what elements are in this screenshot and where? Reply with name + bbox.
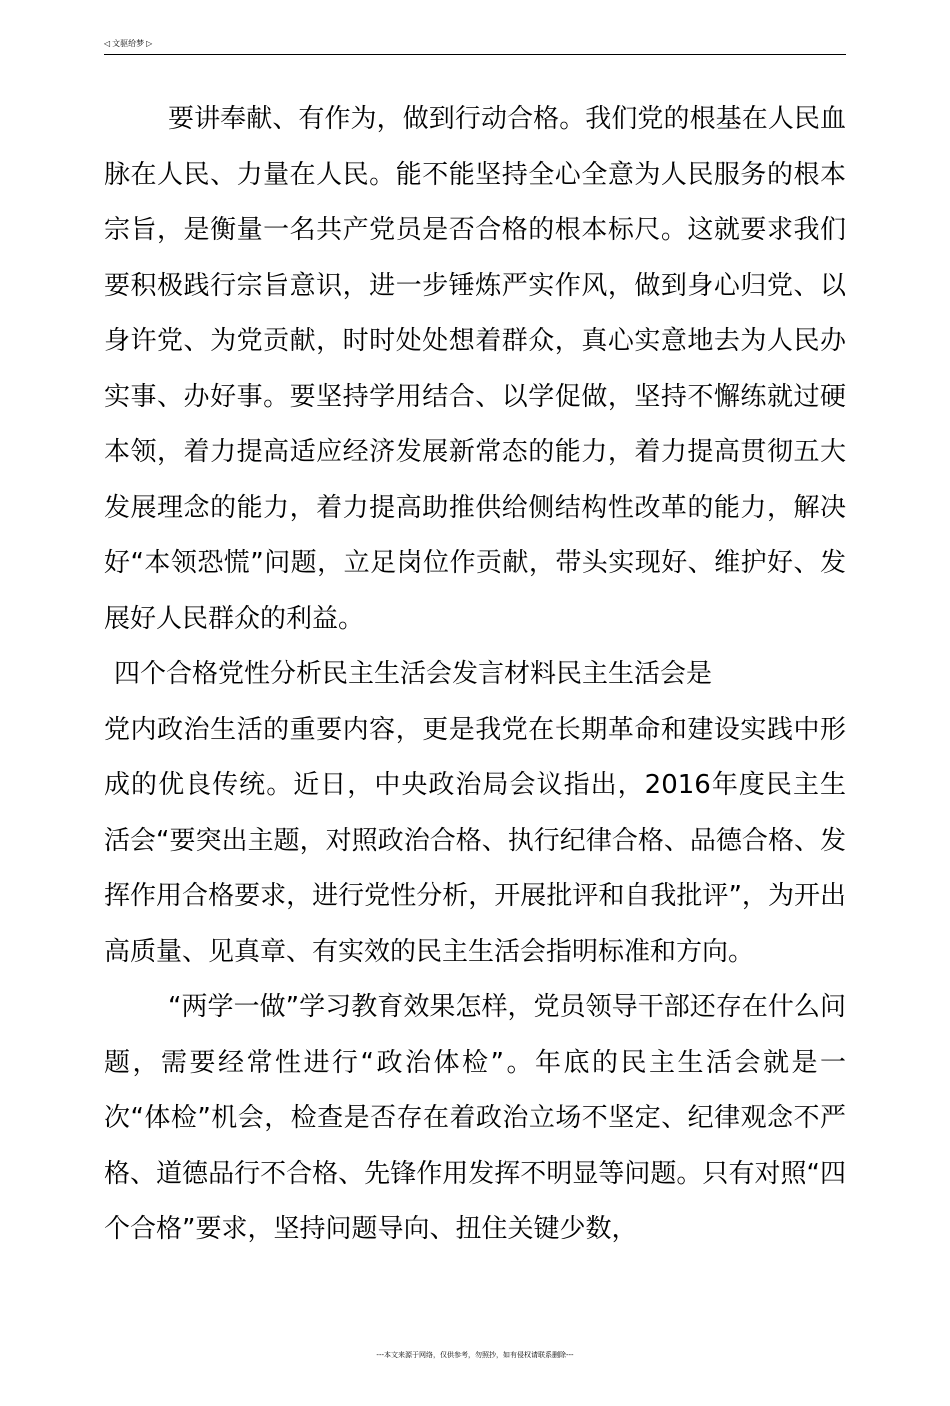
paragraph-2: 党内政治生活的重要内容，更是我党在长期革命和建设实践中形成的优良传统。近日，中央政治局会议指出，2016年度民主生活会“要突出主题，对照政治合格、执行纪律合格、品德合格、发挥作用合格要求，进行党性分析，开展批评和自我批评”，为开出高质量、见真章、有实效的民主生活会指明标准和方向。 — [104, 714, 846, 967]
header-brand: 文驱给梦 — [112, 39, 145, 48]
right-triangle-icon: ▷ — [146, 39, 153, 48]
paragraph-1: 要讲奉献、有作为，做到行动合格。我们党的根基在人民血脉在人民、力量在人民。能不能坚持全心全意为人民服务的根本宗旨，是衡量一名共产党员是否合格的根本标尺。这就要求我们要积极践行宗旨意识，进一步锤炼严实作风，做到身心归党、以身许党、为党贡献，时时处处想着群众，真心实意地去为人民办实事、办好事。要坚持学用结合、以学促做，坚持不懈练就过硬本领，着力提高适应经济发展新常态的能力，着力提高贯彻五大发展理念的能力，着力提高助推供给侧结构性改革的能力，解决好“本领恐慌”问题，立足岗位作贡献，带头实现好、维护好、发展好人民群众的利益。 — [104, 104, 846, 634]
left-triangle-icon: ◁ — [104, 39, 111, 48]
document-body — [104, 92, 846, 1258]
paragraph-3: “两学一做”学习教育效果怎样，党员领导干部还存在什么问题，需要经常性进行“政治体检”。年底的民主生活会就是一次“体检”机会，检查是否存在着政治立场不坚定、纪律观念不严格、道德品行不合格、先锋作用发挥不明显等问题。只有对照“四个合格”要求，坚持问题导向、扭住关键少数， — [104, 992, 846, 1244]
page-header — [104, 38, 846, 55]
section-title-line: 四个合格党性分析民主生活会发言材料民主生活会是 — [114, 659, 713, 689]
page-footer-disclaimer: ---本文来源于网络，仅供参考，勿照抄，如有侵权请联系删除--- — [376, 1351, 574, 1359]
